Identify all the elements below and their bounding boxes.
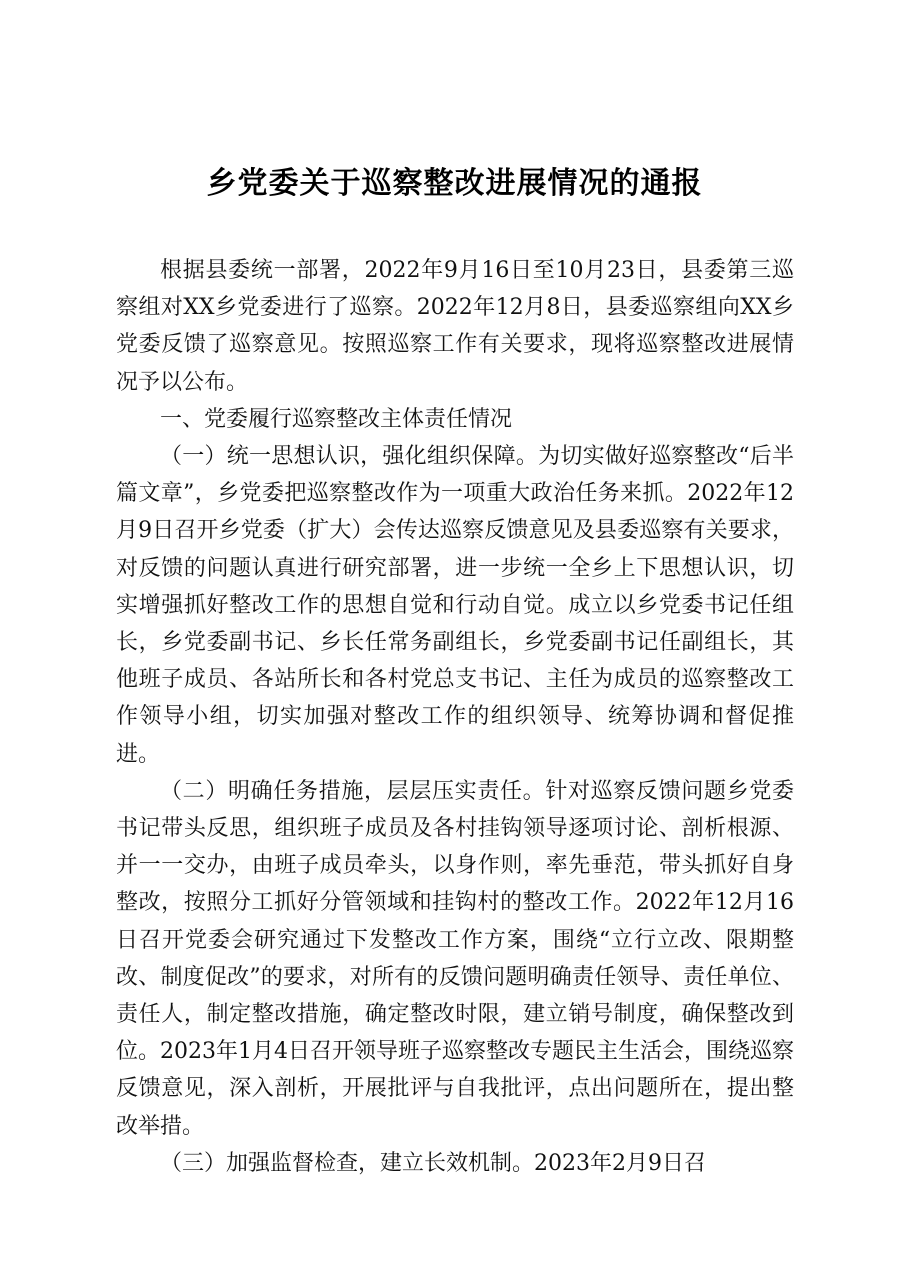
paragraph-section-1-1: （一）统一思想认识，强化组织保障。为切实做好巡察整改“后半篇文章”，乡党委把巡察整改作为一项重大政治任务来抓。2022年12月9日召开乡党委（扩大）会传达巡察反馈意见及县委巡察有关要求，对反馈的问题认真进行研究部署，进一步统一全乡上下思想认识，切实增强抓好整改工作的思想自觉和行动自觉。成立以乡党委书记任组长，乡党委副书记、乡长任常务副组长，乡党委副书记任副组长，其他班子成员、各站所长和各村党总支书记、主任为成员的巡察整改工作领导小组，切实加强对整改工作的组织领导、统筹协调和督促推进。 [116, 444, 794, 767]
document-title: 乡党委关于巡察整改进展情况的通报 [206, 166, 703, 201]
paragraph-intro: 根据县委统一部署，2022年9月16日至10月23日，县委第三巡察组对XX乡党委进行了巡察。2022年12月8日，县委巡察组向XX乡党委反馈了巡察意见。按照巡察工作有关要求，现将巡察整改进展情况予以公布。 [116, 258, 794, 395]
section-heading-1: 一、党委履行巡察整改主体责任情况 [160, 406, 513, 432]
document-body [116, 252, 794, 1182]
paragraph-section-1-3: （三）加强监督检查，建立长效机制。2023年2月9日召 [160, 1150, 706, 1176]
paragraph-section-1-2: （二）明确任务措施，层层压实责任。针对巡察反馈问题乡党委书记带头反思，组织班子成员及各村挂钩领导逐项讨论、剖析根源、并一一交办，由班子成员牵头，以身作则，率先垂范，带头抓好自身整改，按照分工抓好分管领域和挂钩村的整改工作。2022年12月16日召开党委会研究通过下发整改工作方案，围绕“立行立改、限期整改、制度促改”的要求，对所有的反馈问题明确责任领导、责任单位、责任人，制定整改措施，确定整改时限，建立销号制度，确保整改到位。2023年1月4日召开领导班子巡察整改专题民主生活会，围绕巡察反馈意见，深入剖析，开展批评与自我批评，点出问题所在，提出整改举措。 [116, 778, 794, 1139]
